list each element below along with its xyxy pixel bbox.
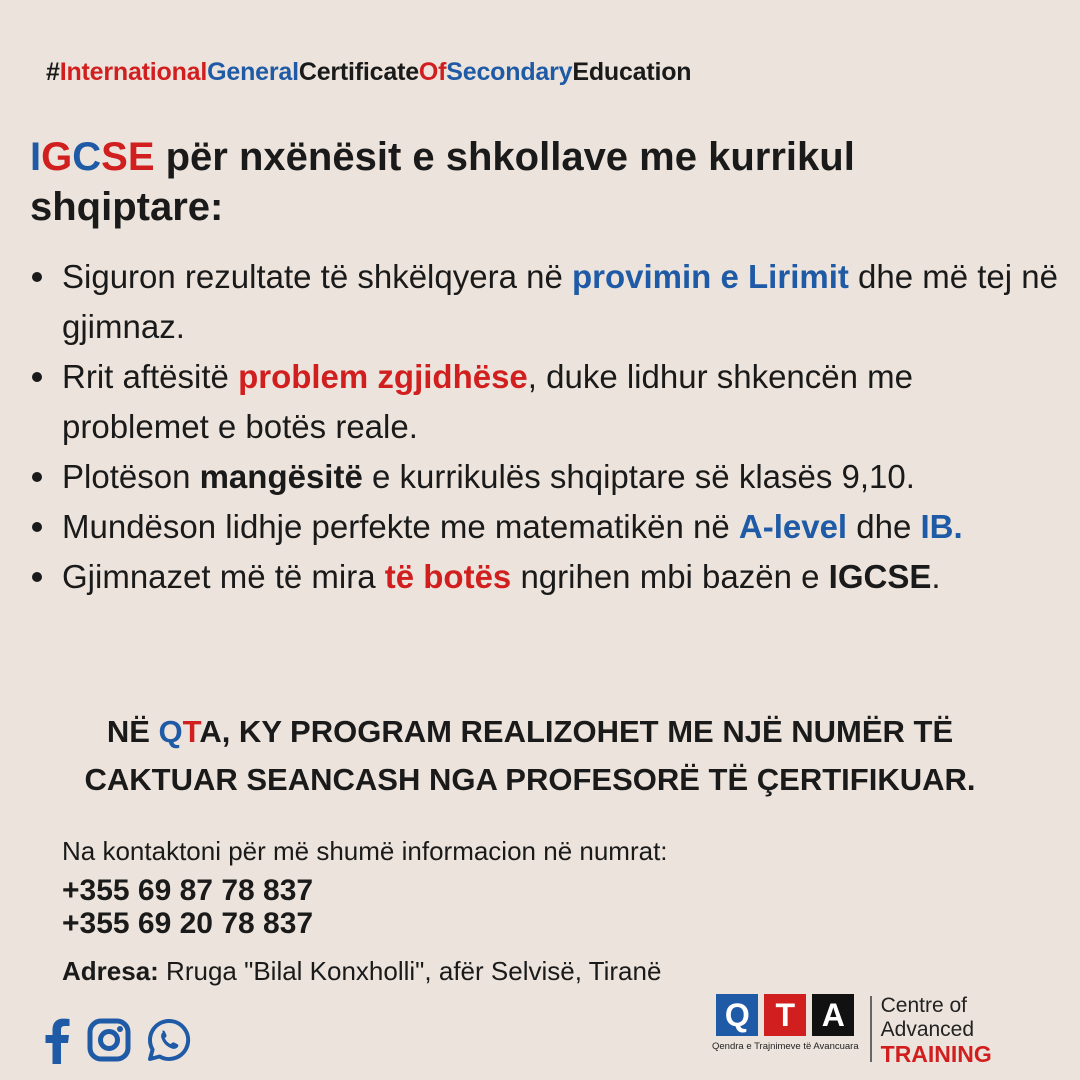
logo-letter-t: T bbox=[764, 994, 806, 1036]
title-letters-se: SE bbox=[101, 135, 155, 179]
bullet-text: dhe më tej në gjimnaz. bbox=[62, 258, 1058, 345]
logo-letter-a: A bbox=[812, 994, 854, 1036]
bullet-dot bbox=[32, 272, 42, 282]
bullet-dot bbox=[32, 522, 42, 532]
bullet-text: Gjimnazet më të mira bbox=[62, 558, 385, 595]
address-label: Adresa: bbox=[62, 956, 159, 986]
benefits-list bbox=[30, 252, 1060, 602]
bullet-text: dhe bbox=[847, 508, 921, 545]
title-letter-i: I bbox=[30, 135, 42, 179]
bullet-text: e kurrikulës shqiptare së klasës 9,10. bbox=[362, 458, 915, 495]
bullet-highlight: IB. bbox=[920, 508, 963, 545]
cta-line-2: CAKTUAR SEANCASH NGA PROFESORË TË ÇERTIFIKUAR. bbox=[84, 762, 976, 797]
bullet-highlight: provimin e Lirimit bbox=[571, 258, 849, 295]
bullet-text: , duke lidhur shkencën me problemet e botës reale. bbox=[62, 358, 914, 445]
bullet-dot bbox=[32, 572, 42, 582]
logo-subtitle: Qendra e Trajnimeve të Avancuara bbox=[712, 1041, 859, 1052]
bullet-highlight: mangësitë bbox=[199, 458, 363, 495]
bullet-text: Plotëson bbox=[62, 458, 200, 495]
address-value: Rruga "Bilal Konxholli", afër Selvisë, Tiranë bbox=[158, 956, 662, 986]
bullet-dot bbox=[32, 372, 42, 382]
bullet-text: Siguron rezultate të shkëlqyera në bbox=[62, 258, 572, 295]
cta-line-1: NË QTA, KY PROGRAM REALIZOHET ME NJË NUMËR TË bbox=[106, 714, 954, 749]
page-title bbox=[30, 132, 1030, 232]
logo-letter-q: Q bbox=[716, 994, 758, 1036]
hashtag-secondary: Secondary bbox=[446, 58, 573, 86]
list-item bbox=[30, 252, 1060, 352]
title-letter-g: G bbox=[41, 135, 73, 179]
title-rest: për nxënësit e shkollave me kurrikul shqiptare: bbox=[30, 135, 855, 229]
facebook-icon[interactable] bbox=[42, 1016, 72, 1069]
social-links bbox=[42, 1016, 192, 1069]
cta-statement bbox=[0, 708, 1060, 804]
list-item bbox=[30, 452, 1060, 502]
address bbox=[62, 956, 661, 987]
qta-logo bbox=[712, 994, 992, 1066]
logo-boxes bbox=[712, 994, 859, 1052]
hashtag-symbol: # bbox=[46, 58, 60, 86]
bullet-text: . bbox=[931, 558, 941, 595]
title-letter-c: C bbox=[72, 135, 102, 179]
logo-line-3: TRAINING bbox=[880, 1041, 992, 1067]
list-item bbox=[30, 502, 1060, 552]
bullet-text: Mundëson lidhje perfekte me matematikën në bbox=[62, 508, 739, 545]
phone-number-1[interactable]: +355 69 87 78 837 bbox=[62, 874, 314, 907]
bullet-highlight: problem zgjidhëse bbox=[238, 358, 528, 395]
bullet-highlight: IGCSE bbox=[828, 558, 932, 595]
logo-line-2: Advanced bbox=[880, 1018, 975, 1041]
hashtag-certificate: Certificate bbox=[298, 58, 419, 86]
hashtag-international: International bbox=[59, 58, 208, 86]
list-item bbox=[30, 352, 1060, 452]
logo-text bbox=[881, 994, 992, 1066]
hashtag-education: Education bbox=[572, 58, 692, 86]
whatsapp-icon[interactable] bbox=[146, 1017, 192, 1068]
bullet-highlight: A-level bbox=[738, 508, 848, 545]
bullet-dot bbox=[32, 472, 42, 482]
contact-intro: Na kontaktoni për më shumë informacion në numrat: bbox=[62, 836, 668, 866]
bullet-text: ngrihen mbi bazën e bbox=[511, 558, 829, 595]
instagram-icon[interactable] bbox=[86, 1017, 132, 1068]
hashtag-line bbox=[46, 58, 691, 87]
hashtag-of: Of bbox=[418, 58, 447, 86]
list-item bbox=[30, 552, 1060, 602]
logo-line-1: Centre of bbox=[880, 994, 968, 1017]
hashtag-general: General bbox=[207, 58, 299, 86]
bullet-text: Rrit aftësitë bbox=[62, 358, 239, 395]
bullet-highlight: të botës bbox=[384, 558, 512, 595]
phone-number-2[interactable]: +355 69 20 78 837 bbox=[62, 907, 314, 940]
logo-divider bbox=[870, 996, 872, 1062]
